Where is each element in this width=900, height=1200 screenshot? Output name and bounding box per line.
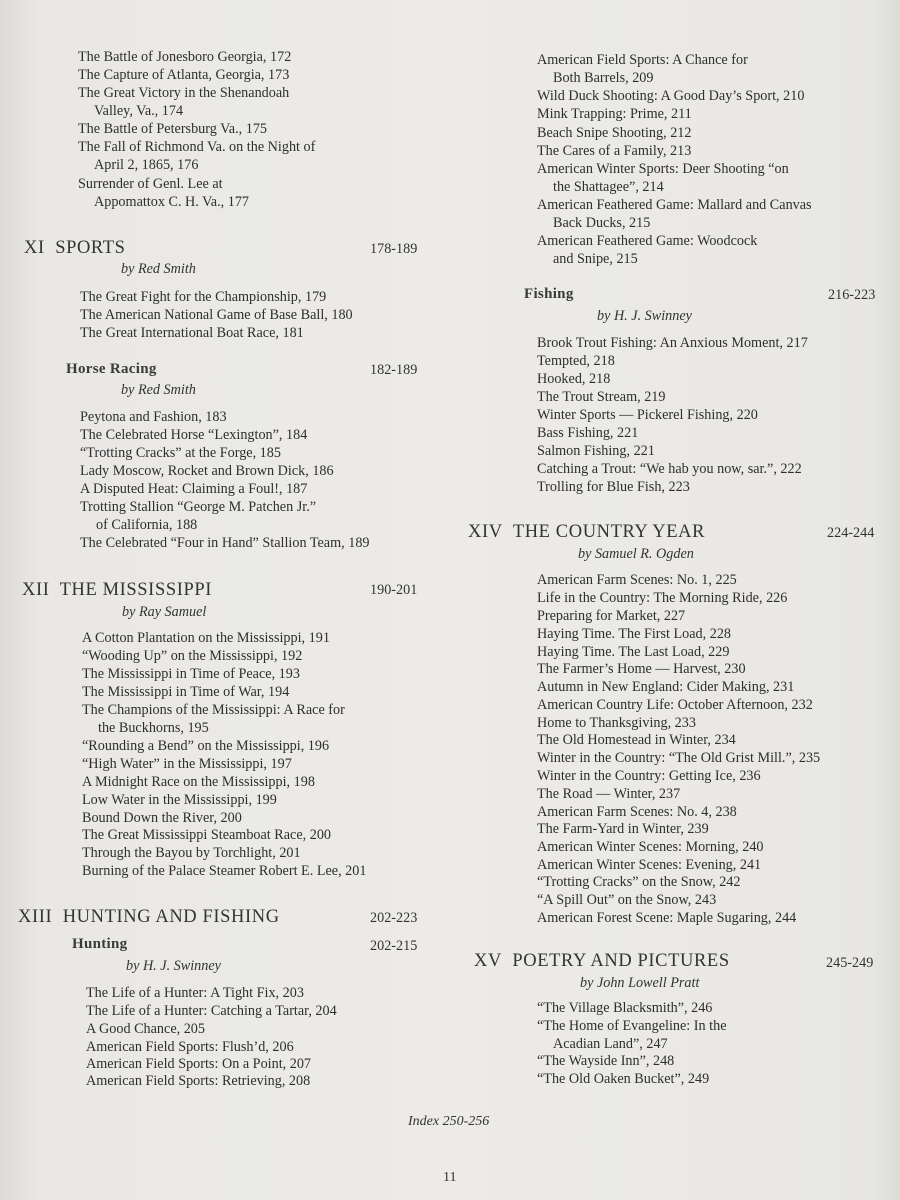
list-item: American Field Sports: Flush’d, 206 bbox=[86, 1039, 294, 1055]
section-heading-poetry bbox=[474, 951, 730, 972]
list-item: The Celebrated Horse “Lexington”, 184 bbox=[80, 427, 308, 443]
list-item: The Great Fight for the Championship, 179 bbox=[80, 289, 327, 305]
list-item: Burning of the Palace Steamer Robert E. Lee, 201 bbox=[82, 863, 367, 879]
list-item: American Farm Scenes: No. 1, 225 bbox=[537, 572, 737, 588]
list-item: The Mississippi in Time of Peace, 193 bbox=[82, 666, 300, 682]
list-item: Low Water in the Mississippi, 199 bbox=[82, 792, 277, 808]
list-item: Through the Bayou by Torchlight, 201 bbox=[82, 845, 301, 861]
section-page-range: 190-201 bbox=[370, 582, 418, 598]
list-item: Home to Thanksgiving, 233 bbox=[537, 715, 696, 731]
list-item: Acadian Land”, 247 bbox=[553, 1036, 668, 1052]
section-heading-mississippi bbox=[22, 580, 212, 601]
list-item: Valley, Va., 174 bbox=[94, 103, 184, 119]
subsection-page-range: 182-189 bbox=[370, 362, 418, 378]
list-item: “Wooding Up” on the Mississippi, 192 bbox=[82, 648, 303, 664]
subsection-page-range: 216-223 bbox=[828, 287, 876, 303]
list-item: The Farm-Yard in Winter, 239 bbox=[537, 821, 709, 837]
list-item: American Winter Scenes: Morning, 240 bbox=[537, 839, 764, 855]
list-item: Mink Trapping: Prime, 211 bbox=[537, 106, 692, 122]
list-item: the Buckhorns, 195 bbox=[98, 720, 209, 736]
section-numeral: XV bbox=[474, 951, 502, 971]
list-item: and Snipe, 215 bbox=[553, 251, 638, 267]
section-page-range: 202-223 bbox=[370, 910, 418, 926]
subsection-byline: by H. J. Swinney bbox=[597, 308, 692, 324]
list-item: The Trout Stream, 219 bbox=[537, 389, 666, 405]
list-item: Salmon Fishing, 221 bbox=[537, 443, 655, 459]
list-item: Autumn in New England: Cider Making, 231 bbox=[537, 679, 795, 695]
list-item: “Trotting Cracks” at the Forge, 185 bbox=[80, 445, 281, 461]
section-title: THE MISSISSIPPI bbox=[59, 580, 213, 600]
section-numeral: XIII bbox=[18, 907, 53, 927]
list-item: “The Old Oaken Bucket”, 249 bbox=[537, 1071, 710, 1087]
list-item: Beach Snipe Shooting, 212 bbox=[537, 125, 692, 141]
list-item: The Farmer’s Home — Harvest, 230 bbox=[537, 661, 746, 677]
section-title: SPORTS bbox=[55, 238, 126, 258]
list-item: Haying Time. The First Load, 228 bbox=[537, 626, 732, 642]
subsection-byline: by H. J. Swinney bbox=[126, 958, 221, 974]
section-byline: by Samuel R. Ogden bbox=[578, 546, 694, 562]
list-item: Both Barrels, 209 bbox=[553, 70, 654, 86]
section-numeral: XII bbox=[22, 580, 50, 600]
list-item: “The Home of Evangeline: In the bbox=[537, 1018, 727, 1034]
list-item: Trolling for Blue Fish, 223 bbox=[537, 479, 690, 495]
index-reference: Index 250-256 bbox=[408, 1114, 490, 1129]
list-item: Tempted, 218 bbox=[537, 353, 615, 369]
list-item: “The Village Blacksmith”, 246 bbox=[537, 1000, 713, 1016]
list-item: A Disputed Heat: Claiming a Foul!, 187 bbox=[80, 481, 308, 497]
list-item: The Battle of Petersburg Va., 175 bbox=[78, 121, 268, 137]
list-item: American Field Sports: On a Point, 207 bbox=[86, 1056, 312, 1072]
list-item: Haying Time. The Last Load, 229 bbox=[537, 644, 730, 660]
page-number: 11 bbox=[443, 1170, 457, 1185]
list-item: A Midnight Race on the Mississippi, 198 bbox=[82, 774, 315, 790]
section-heading-sports bbox=[24, 238, 126, 259]
list-item: Peytona and Fashion, 183 bbox=[80, 409, 227, 425]
list-item: Life in the Country: The Morning Ride, 226 bbox=[537, 590, 788, 606]
list-item: Appomattox C. H. Va., 177 bbox=[94, 194, 250, 210]
section-numeral: XIV bbox=[468, 522, 503, 542]
list-item: Bass Fishing, 221 bbox=[537, 425, 639, 441]
list-item: The Champions of the Mississippi: A Race for bbox=[82, 702, 345, 718]
list-item: The American National Game of Base Ball, 180 bbox=[80, 307, 353, 323]
section-page-range: 178-189 bbox=[370, 241, 418, 257]
list-item: “High Water” in the Mississippi, 197 bbox=[82, 756, 292, 772]
section-page-range: 245-249 bbox=[826, 955, 874, 971]
list-item: of California, 188 bbox=[96, 517, 198, 533]
section-byline: by John Lowell Pratt bbox=[580, 975, 700, 991]
subsection-heading-fishing: Fishing bbox=[524, 286, 574, 302]
list-item: Bound Down the River, 200 bbox=[82, 810, 242, 826]
list-item: The Great Victory in the Shenandoah bbox=[78, 85, 290, 101]
list-item: American Feathered Game: Mallard and Canvas bbox=[537, 197, 812, 213]
list-item: The Road — Winter, 237 bbox=[537, 786, 681, 802]
list-item: Surrender of Genl. Lee at bbox=[78, 176, 223, 192]
list-item: Hooked, 218 bbox=[537, 371, 611, 387]
section-byline: by Red Smith bbox=[121, 261, 196, 277]
list-item: American Winter Scenes: Evening, 241 bbox=[537, 857, 762, 873]
list-item: April 2, 1865, 176 bbox=[94, 157, 199, 173]
list-item: American Farm Scenes: No. 4, 238 bbox=[537, 804, 737, 820]
list-item: The Old Homestead in Winter, 234 bbox=[537, 732, 736, 748]
list-item: Catching a Trout: “We hab you now, sar.”, 222 bbox=[537, 461, 802, 477]
section-byline: by Ray Samuel bbox=[122, 604, 207, 620]
list-item: The Mississippi in Time of War, 194 bbox=[82, 684, 290, 700]
list-item: The Celebrated “Four in Hand” Stallion Team, 189 bbox=[80, 535, 370, 551]
list-item: A Good Chance, 205 bbox=[86, 1021, 205, 1037]
list-item: Winter in the Country: “The Old Grist Mill.”, 235 bbox=[537, 750, 821, 766]
list-item: “Trotting Cracks” on the Snow, 242 bbox=[537, 874, 741, 890]
list-item: Winter Sports — Pickerel Fishing, 220 bbox=[537, 407, 758, 423]
section-numeral: XI bbox=[24, 238, 45, 258]
list-item: The Life of a Hunter: Catching a Tartar, 204 bbox=[86, 1003, 337, 1019]
list-item: A Cotton Plantation on the Mississippi, 191 bbox=[82, 630, 330, 646]
list-item: The Life of a Hunter: A Tight Fix, 203 bbox=[86, 985, 304, 1001]
section-page-range: 224-244 bbox=[827, 525, 875, 541]
list-item: American Field Sports: Retrieving, 208 bbox=[86, 1073, 311, 1089]
list-item: American Field Sports: A Chance for bbox=[537, 52, 748, 68]
section-title: HUNTING AND FISHING bbox=[62, 907, 280, 927]
subsection-heading-horse-racing: Horse Racing bbox=[66, 361, 157, 377]
list-item: “A Spill Out” on the Snow, 243 bbox=[537, 892, 717, 908]
list-item: American Winter Sports: Deer Shooting “on bbox=[537, 161, 789, 177]
subsection-byline: by Red Smith bbox=[121, 382, 196, 398]
list-item: the Shattagee”, 214 bbox=[553, 179, 664, 195]
list-item: Preparing for Market, 227 bbox=[537, 608, 686, 624]
subsection-page-range: 202-215 bbox=[370, 938, 418, 954]
section-title: POETRY AND PICTURES bbox=[512, 951, 730, 971]
section-title: THE COUNTRY YEAR bbox=[512, 522, 706, 542]
subsection-heading-hunting: Hunting bbox=[72, 936, 128, 952]
list-item: The Great International Boat Race, 181 bbox=[80, 325, 304, 341]
list-item: American Feathered Game: Woodcock bbox=[537, 233, 758, 249]
list-item: Winter in the Country: Getting Ice, 236 bbox=[537, 768, 761, 784]
list-item: Trotting Stallion “George M. Patchen Jr.” bbox=[80, 499, 317, 515]
list-item: The Great Mississippi Steamboat Race, 200 bbox=[82, 827, 332, 843]
section-heading-country-year bbox=[468, 522, 705, 543]
list-item: American Forest Scene: Maple Sugaring, 244 bbox=[537, 910, 797, 926]
list-item: Wild Duck Shooting: A Good Day’s Sport, 210 bbox=[537, 88, 805, 104]
list-item: The Cares of a Family, 213 bbox=[537, 143, 692, 159]
list-item: Lady Moscow, Rocket and Brown Dick, 186 bbox=[80, 463, 334, 479]
list-item: “The Wayside Inn”, 248 bbox=[537, 1053, 675, 1069]
list-item: The Fall of Richmond Va. on the Night of bbox=[78, 139, 316, 155]
list-item: Back Ducks, 215 bbox=[553, 215, 651, 231]
list-item: The Capture of Atlanta, Georgia, 173 bbox=[78, 67, 290, 83]
list-item: “Rounding a Bend” on the Mississippi, 196 bbox=[82, 738, 330, 754]
list-item: American Country Life: October Afternoon, 232 bbox=[537, 697, 813, 713]
list-item: Brook Trout Fishing: An Anxious Moment, 217 bbox=[537, 335, 808, 351]
list-item: The Battle of Jonesboro Georgia, 172 bbox=[78, 49, 292, 65]
section-heading-hunting-fishing bbox=[18, 907, 280, 928]
